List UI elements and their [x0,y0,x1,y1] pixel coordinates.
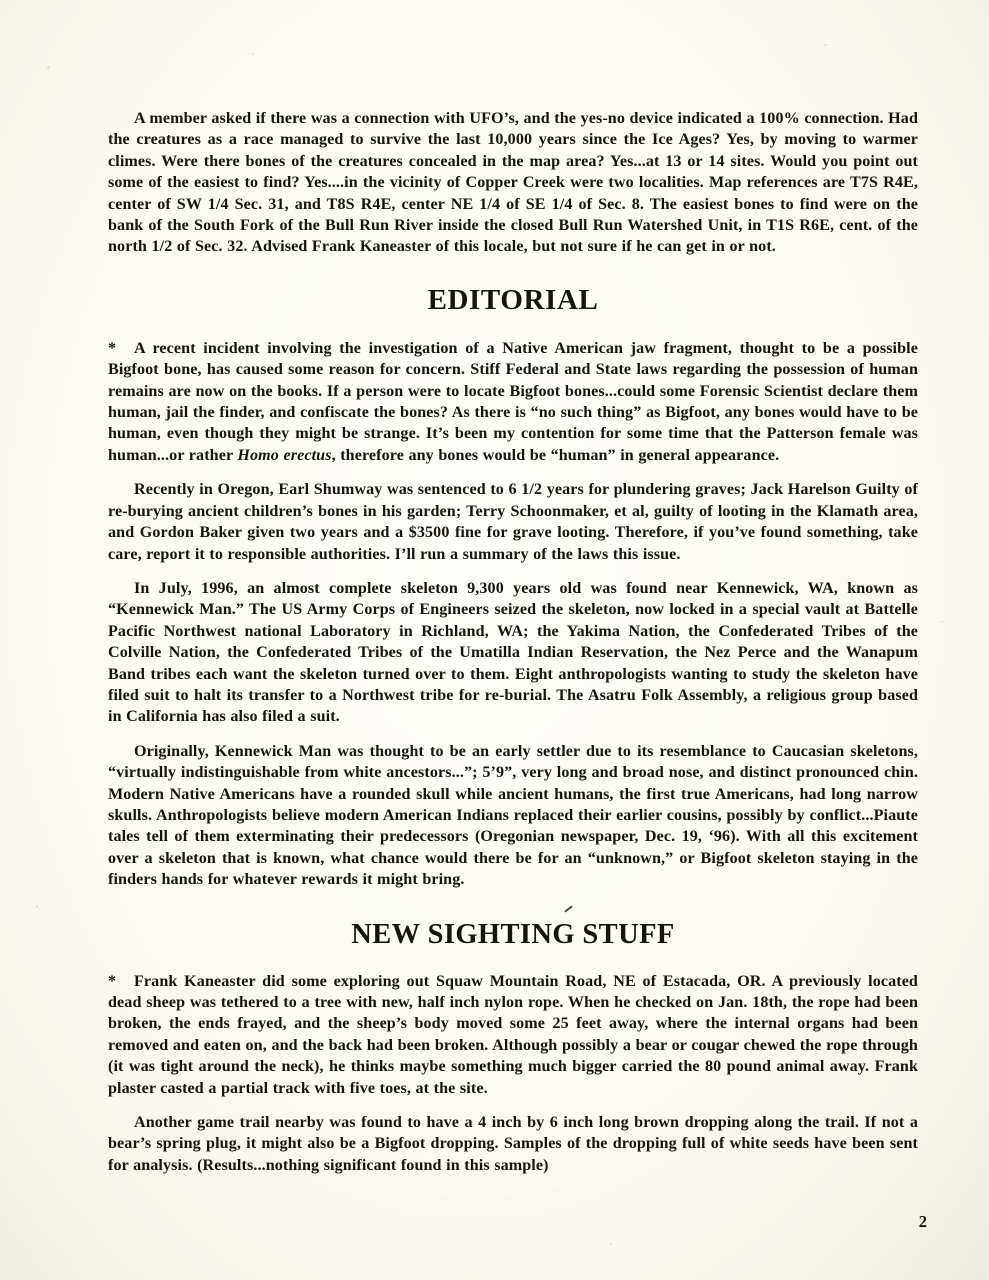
editorial-p1-text-a: A recent incident involving the investigation of a Native American jaw fragment, thought to be a possible Bigfoot bone, has caused some reason for concern. Stiff Federal and State laws regarding the possession of human remains are now on the books. If a person were to locate Bigfoot bones...could some Forensic Scientist declare them human, jail the finder, and confiscate the bones? As there is “no such thing” as Bigfoot, any bones would have to be human, even though they might be strange. It’s been my contention for some time that the Patterson female was human...or rather [108,339,918,464]
scan-speckle [47,66,50,69]
editorial-paragraph-3: In July, 1996, an almost complete skeleton 9,300 years old was found near Kennewick, WA, known as “Kennewick Man.” The US Army Corps of Engineers seized the skeleton, now locked in a special vault at Battelle Pacific Northwest national Laboratory in Richland, WA; the Yakima Nation, the Confederated Tribes of the Colville Nation, the Confederated Tribes of the Umatilla Indian Reservation, the Nez Perce and the Wanapum Band tribes each want the skeleton turned over to them. Eight anthropologists wanting to study the skeleton have filed suit to halt its transfer to a Northwest tribe for re-burial. The Asatru Folk Assembly, a religious group based in California has also filed a suit. [108,579,918,726]
intro-paragraph: A member asked if there was a connection with UFO’s, and the yes-no device indicated a 100% connection. Had the creatures as a race managed to survive the last 10,000 years since the Ice Ages? Yes, by moving to warmer climes. Were there bones of the creatures concealed in the map area? Yes...at 13 or 14 sites. Would you point out some of the easiest to find? Yes....in the vicinity of Copper Creek were two localities. Map references are T7S R4E, center of SW 1/4 Sec. 31, and T8S R4E, center NE 1/4 of SE 1/4 of Sec. 8. The easiest bones to find were on the bank of the South Fork of the Bull Run River inside the closed Bull Run Watershed Unit, in T1S R6E, cent. of the north 1/2 of Sec. 32. Advised Frank Kaneaster of this locale, but not sure if he can get in or not. [108,110,918,256]
bullet-star: * [108,339,117,357]
sighting-paragraph-1 [108,971,918,1099]
page-number: 2 [918,1212,927,1231]
sighting-p1-text: Frank Kaneaster did some exploring out Squaw Mountain Road, NE of Estacada, OR. A previously located dead sheep was tethered to a tree with new, half inch nylon rope. When he checked on Jan. 18th, the rope had been broken, the ends frayed, and the sheep’s body moved some 25 feet away, where the internal organs had been removed and eaten on, and the back had been broken. Although possibly a bear or cougar chewed the rope through (it was tight around the neck), he thinks maybe something much bigger carried the 80 pound animal away. Frank plaster casted a partial track with five toes, at the site. [108,972,918,1097]
editorial-p1-text-b: , therefore any bones would be “human” in general appearance. [331,446,780,464]
editorial-heading: EDITORIAL [427,283,599,316]
scan-speckle [36,905,38,908]
new-sighting-heading: NEW SIGHTING STUFF [351,918,675,950]
bullet-star: * [108,972,117,990]
document-body [108,108,918,1189]
scan-speckle [252,53,254,55]
editorial-paragraph-2: Recently in Oregon, Earl Shumway was sentenced to 6 1/2 years for plundering graves; Jack Harelson Guilty of re-burying ancient children’s bones in his garden; Terry Schoonmaker, et al, guilty of looting in the Klamath area, and Gordon Baker given two years and a $3500 fine for grave looting. Therefore, if you’ve found something, take care, report it to responsible authorities. I’ll run a summary of the laws this issue. [108,481,918,563]
editorial-paragraph-1 [108,338,918,466]
scan-speckle [824,44,827,46]
scan-speckle [610,1243,612,1245]
scan-speckle [941,621,943,623]
editorial-p1-italic: Homo erectus [237,446,332,464]
sighting-paragraph-2: Another game trail nearby was found to have a 4 inch by 6 inch long brown dropping along the trail. If not a bear’s spring plug, it might also be a Bigfoot dropping. Samples of the dropping full of white seeds have been sent for analysis. (Results...nothing significant found in this sample) [108,1114,918,1174]
editorial-paragraph-4: Originally, Kennewick Man was thought to be an early settler due to its resemblance to Caucasian skeletons, “virtually indistinguishable from white ancestors...”; 5’9”, very long and broad nose, and distinct pronounced chin. Modern Native Americans have a rounded skull while ancient humans, the first true Americans, had long narrow skulls. Anthropologists believe modern American Indians replaced their earlier cousins, possibly by conflict...Piaute tales tell of them exterminating their predecessors (Oregonian newspaper, Dec. 19, ‘96). With all this excitement over a skeleton that is known, what chance would there be for an “unknown,” or Bigfoot skeleton staying in the finders hands for whatever rewards it might bring. [108,742,918,889]
